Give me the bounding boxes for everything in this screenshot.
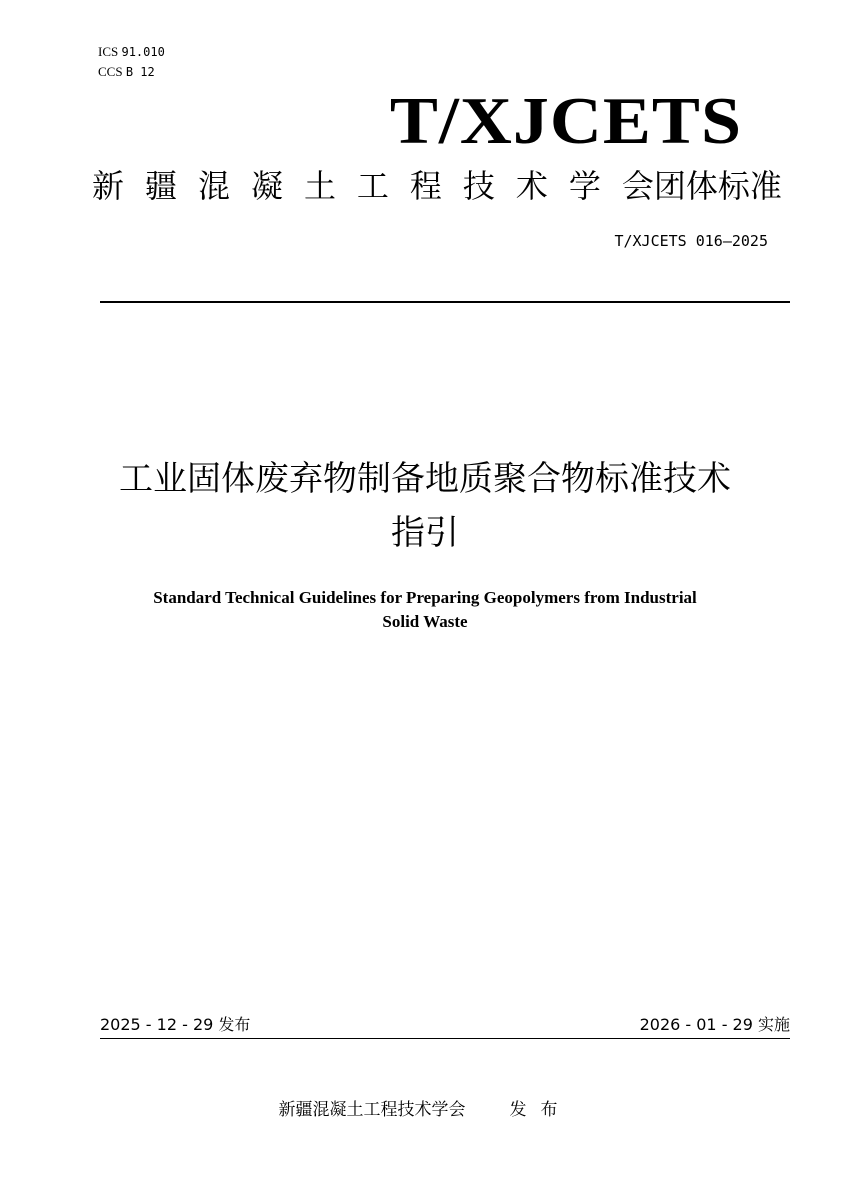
org-char: 土 bbox=[303, 167, 336, 205]
org-char: 术 bbox=[515, 167, 548, 205]
org-tail: 会团体标准 bbox=[621, 167, 782, 205]
classification-codes bbox=[98, 42, 165, 82]
chinese-title-line2: 指引 bbox=[391, 513, 459, 553]
ics-label: ICS bbox=[98, 44, 119, 59]
chinese-title-line1: 工业固体废弃物制备地质聚合物标准技术 bbox=[119, 459, 731, 499]
bottom-divider bbox=[100, 1038, 790, 1039]
org-char: 技 bbox=[462, 167, 495, 205]
publish-date: 2025 - 12 - 29 发布 bbox=[100, 1015, 251, 1034]
ccs-line bbox=[98, 62, 165, 82]
english-title bbox=[60, 586, 790, 634]
english-title-line2: Solid Waste bbox=[382, 612, 468, 631]
ccs-code: B 12 bbox=[125, 65, 155, 79]
org-char: 疆 bbox=[144, 167, 177, 205]
standard-logo: T/XJCETS bbox=[389, 84, 742, 158]
ics-code: 91.010 bbox=[121, 45, 165, 59]
chinese-title bbox=[60, 452, 790, 560]
org-char: 工 bbox=[356, 167, 389, 205]
top-divider bbox=[100, 301, 790, 303]
publisher-action: 发布 bbox=[509, 1100, 572, 1120]
organization-banner bbox=[92, 164, 782, 208]
english-title-line1: Standard Technical Guidelines for Preparing Geopolymers from Industrial bbox=[153, 588, 697, 607]
implementation-date: 2026 - 01 - 29 实施 bbox=[639, 1015, 790, 1034]
org-char: 新 bbox=[92, 167, 125, 205]
publisher-name: 新疆混凝土工程技术学会 bbox=[278, 1100, 466, 1120]
org-char: 学 bbox=[568, 167, 601, 205]
publisher-line bbox=[0, 1097, 850, 1123]
ics-line bbox=[98, 42, 165, 62]
ccs-label: CCS bbox=[98, 64, 123, 79]
standard-number: T/XJCETS 016—2025 bbox=[614, 232, 768, 250]
org-char: 程 bbox=[409, 167, 442, 205]
org-char: 凝 bbox=[250, 167, 283, 205]
org-char: 混 bbox=[197, 167, 230, 205]
